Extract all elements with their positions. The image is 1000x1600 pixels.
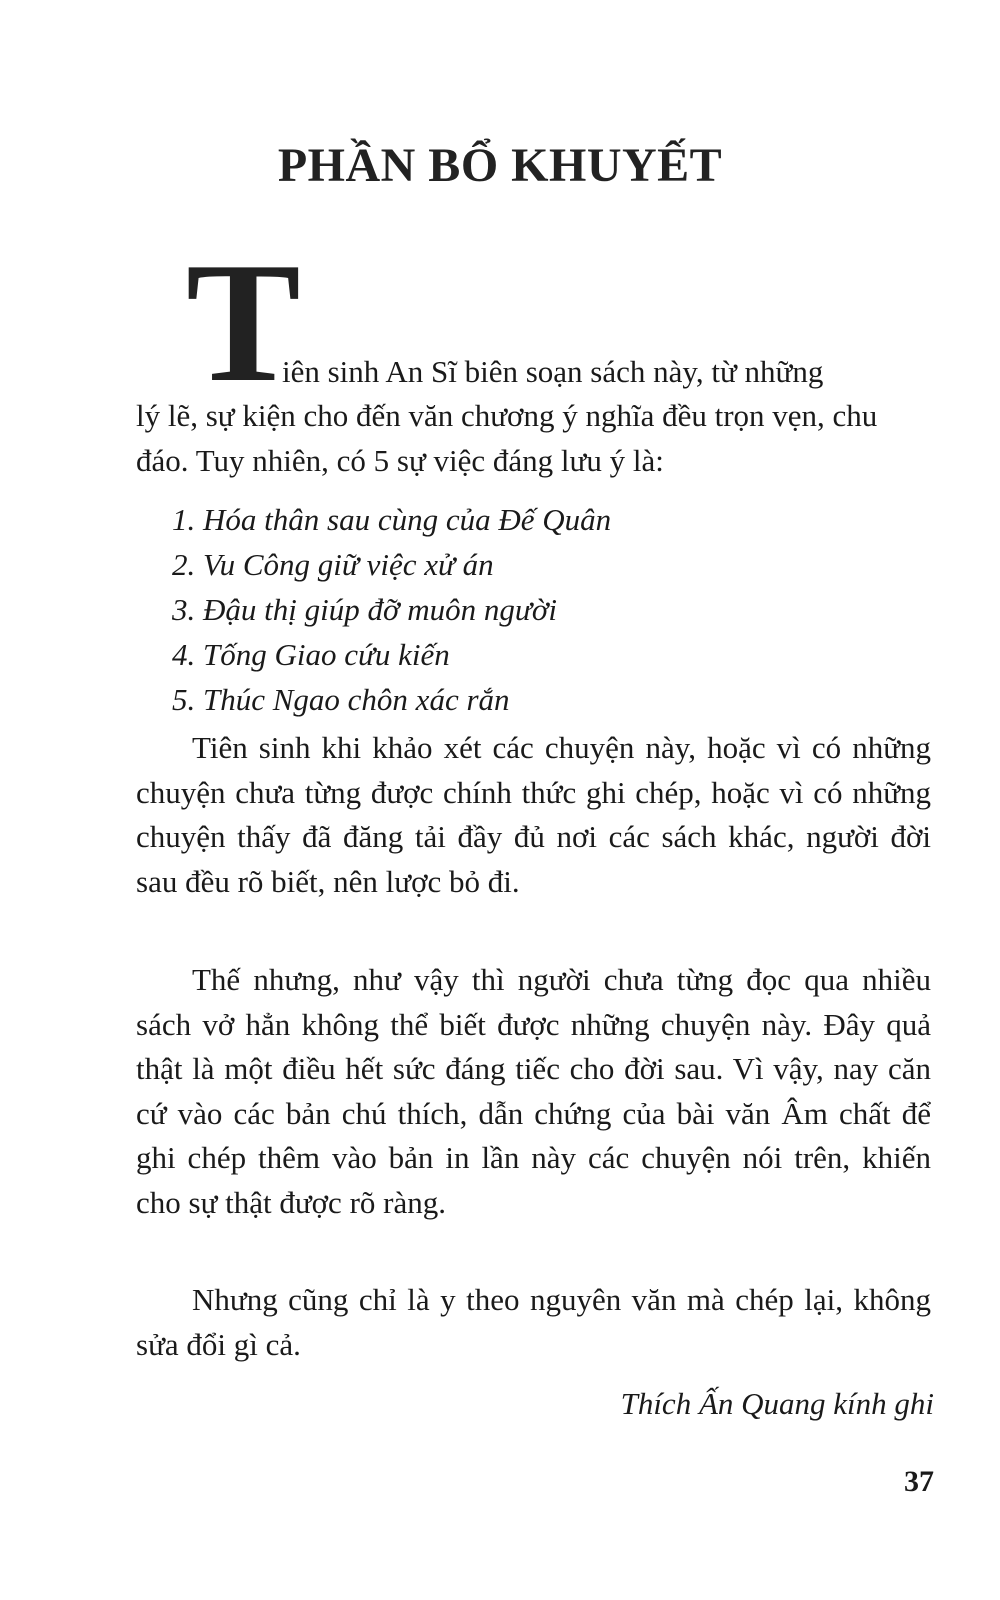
- list-item: 2. Vu Công giữ việc xử án: [172, 547, 494, 582]
- list-item: 4. Tống Giao cứu kiến: [172, 637, 450, 672]
- first-paragraph-rest: lý lẽ, sự kiện cho đến văn chương ý nghĩa đều trọn vẹn, chu đáo. Tuy nhiên, có 5 sự việc đáng lưu ý là:: [136, 398, 878, 478]
- page-title: PHẦN BỔ KHUYẾT: [277, 139, 723, 192]
- drop-cap: T: [186, 228, 301, 418]
- paragraph-2: Tiên sinh khi khảo xét các chuyện này, hoặc vì có những chuyện chưa từng được chính thức ghi chép, hoặc vì có những chuyện thấy đã đăng tải đầy đủ nơi các sách khác, người đời sau đều rõ biết, nên lược bỏ đi.: [136, 730, 931, 899]
- signature: Thích Ấn Quang kính ghi: [620, 1386, 934, 1421]
- page-number: 37: [904, 1465, 934, 1498]
- list-item: 5. Thúc Ngao chôn xác rắn: [172, 682, 510, 717]
- noted-events-list: [172, 497, 611, 722]
- first-paragraph-first-line: iên sinh An Sĩ biên soạn sách này, từ những: [282, 354, 824, 389]
- paragraph-3: Thế nhưng, như vậy thì người chưa từng đọc qua nhiều sách vở hẳn không thể biết được những chuyện này. Đây quả thật là một điều hết sức đáng tiếc cho đời sau. Vì vậy, nay căn cứ vào các bản chú thích, dẫn chứng của bài văn Âm chất để ghi chép thêm vào bản in lần này các chuyện nói trên, khiến cho sự thật được rõ ràng.: [136, 962, 931, 1220]
- list-item: 3. Đậu thị giúp đỡ muôn người: [172, 592, 557, 627]
- paragraph-4: Nhưng cũng chỉ là y theo nguyên văn mà chép lại, không sửa đổi gì cả.: [136, 1282, 931, 1362]
- list-item: 1. Hóa thân sau cùng của Đế Quân: [172, 502, 612, 537]
